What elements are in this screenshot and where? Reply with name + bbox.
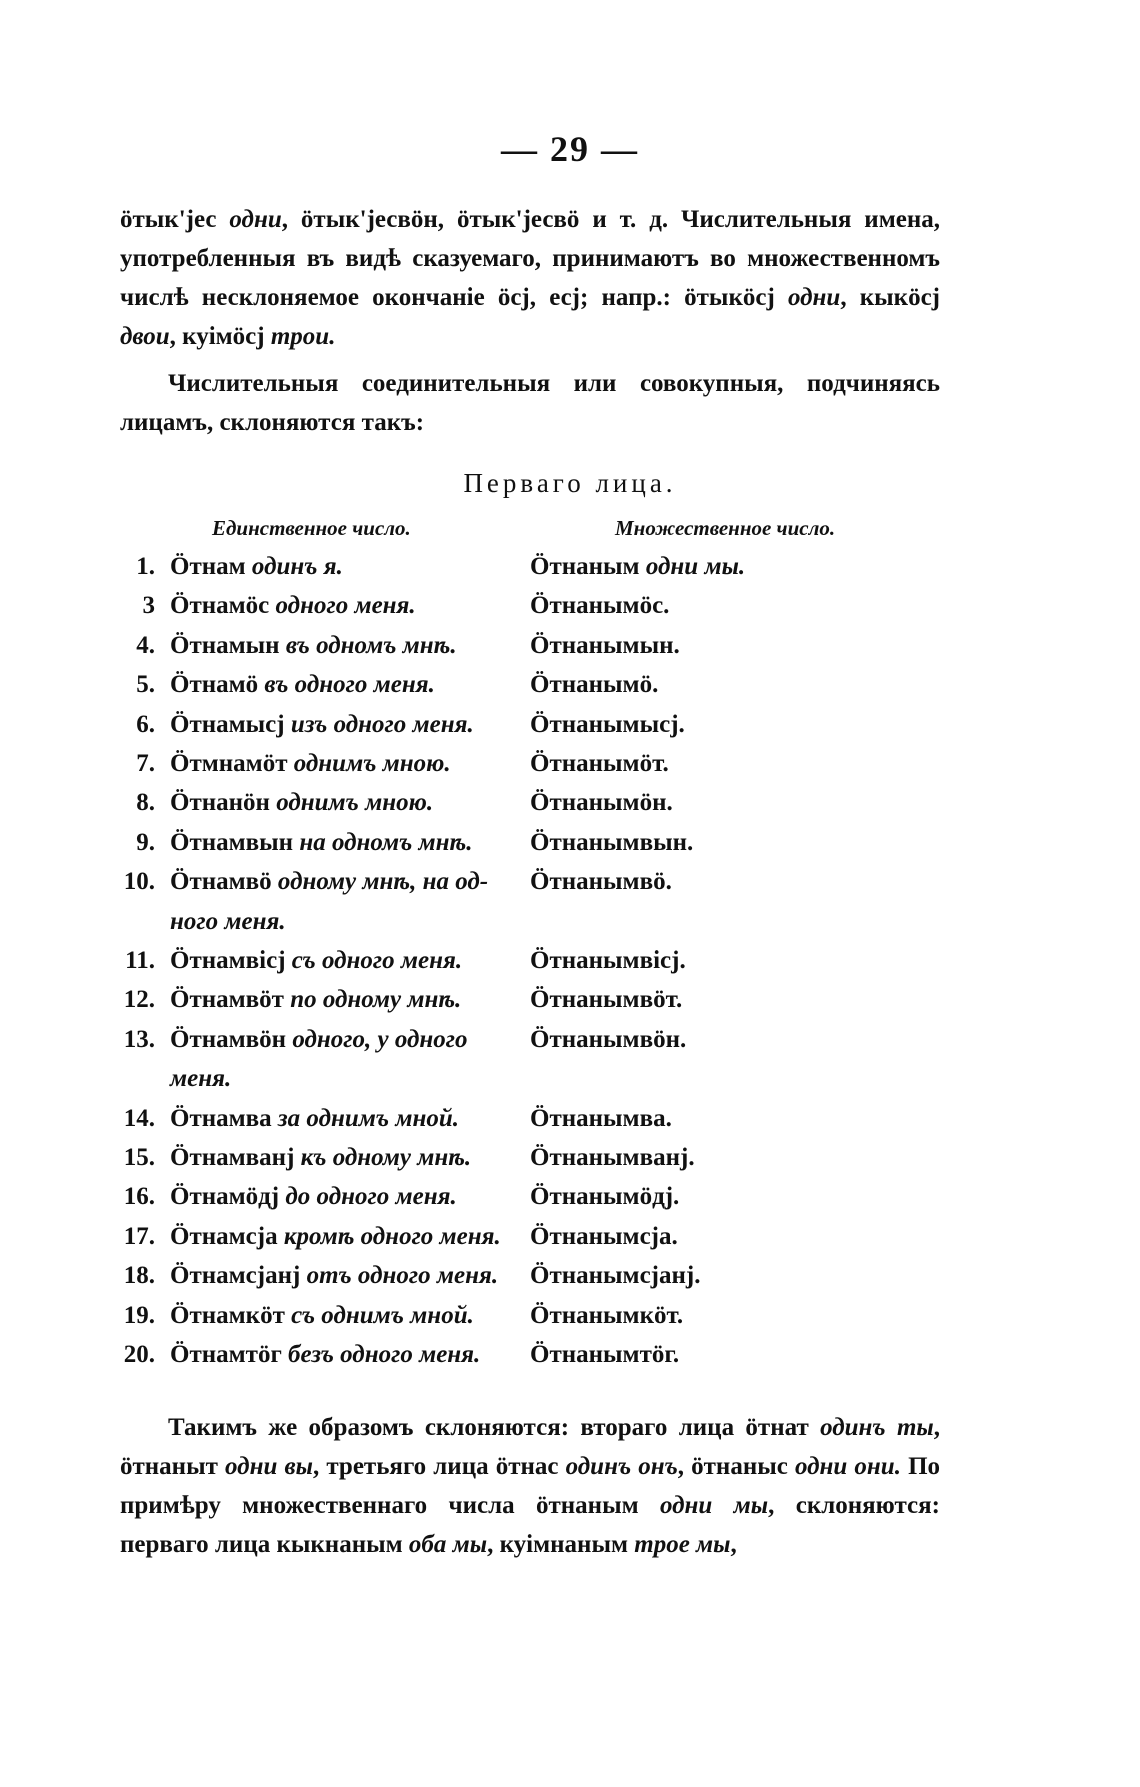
singular-form — [170, 553, 520, 581]
plural-form — [530, 1341, 910, 1369]
plural-form — [530, 750, 910, 778]
case-number: 6. — [136, 710, 155, 738]
table-row — [0, 868, 1140, 908]
text-run: одинъ ты — [820, 1414, 934, 1441]
plural-base: Ӧтнанымсја. — [530, 1222, 678, 1250]
plural-base: Ӧтнаным — [530, 553, 640, 580]
plural-form — [530, 1183, 910, 1211]
text-run: одни — [787, 284, 841, 311]
table-row — [0, 1065, 1140, 1105]
plural-form — [530, 1223, 910, 1251]
singular-gloss: однимъ мною. — [293, 750, 451, 777]
plural-base: Ӧтнанымӧ. — [530, 671, 659, 699]
singular-gloss: одному мнѣ, на од- — [277, 868, 489, 896]
plural-base: Ӧтнанымва. — [530, 1104, 672, 1132]
singular-form — [170, 1223, 520, 1251]
plural-form — [530, 671, 910, 699]
case-number: 9. — [136, 828, 155, 856]
plural-base: Ӧтнанымӧдј. — [530, 1183, 680, 1211]
singular-gloss: за однимъ мной. — [277, 1104, 459, 1132]
plural-base: Ӧтнанымвын. — [530, 828, 694, 856]
text-run: , куімнаным — [487, 1531, 635, 1558]
singular-form — [170, 1144, 520, 1172]
singular-base: Ӧтнамва — [170, 1104, 272, 1132]
text-run: , — [730, 1531, 737, 1558]
singular-base: Ӧтмнамӧт — [170, 750, 288, 777]
singular-base: Ӧтнамвӧт — [170, 986, 284, 1014]
table-row — [0, 1341, 1140, 1381]
singular-form — [170, 750, 520, 778]
plural-form — [530, 1262, 910, 1290]
text-run: , склоняются: перваго лица кыкнаным — [120, 1492, 940, 1558]
case-number: 11. — [125, 947, 155, 974]
table-row — [0, 750, 1140, 790]
case-number: 12. — [123, 986, 155, 1014]
case-number: 17. — [123, 1222, 155, 1250]
plural-base: Ӧтнанымвӧн. — [530, 1025, 687, 1053]
singular-gloss: по одному мнѣ. — [290, 986, 462, 1014]
plural-form — [530, 868, 910, 896]
text-run: , кыкӧсј — [840, 284, 940, 311]
plural-form — [530, 789, 910, 817]
plural-base: Ӧтнанымӧн. — [530, 789, 673, 817]
text-run: одни они. — [794, 1453, 901, 1480]
singular-gloss: съ однимъ мной. — [291, 1301, 474, 1329]
case-number: 5. — [136, 671, 155, 699]
plural-base: Ӧтнанымванј. — [530, 1144, 695, 1171]
singular-base: Ӧтнамӧ — [170, 671, 259, 699]
plural-base: Ӧтнанымвӧт. — [530, 986, 683, 1014]
case-number: 14. — [123, 1104, 155, 1132]
singular-form — [170, 908, 520, 936]
singular-base: Ӧтнамванј — [170, 1144, 295, 1171]
singular-form — [170, 1302, 520, 1330]
table-row — [0, 632, 1140, 672]
column-header-plural: Множественное число. — [615, 516, 836, 540]
text-run: , третьяго лица ӧтнас — [312, 1453, 566, 1480]
text-run: оба мы — [408, 1531, 488, 1558]
singular-form — [170, 829, 520, 857]
table-row — [0, 789, 1140, 829]
plural-form — [530, 986, 910, 1014]
singular-base: Ӧтнамвын — [170, 828, 294, 856]
plural-base: Ӧтнанымтӧг. — [530, 1341, 680, 1368]
singular-base: Ӧтнамӧдј — [170, 1183, 280, 1211]
plural-base: Ӧтнанымӧт. — [530, 750, 669, 777]
text-run: трои. — [270, 323, 336, 350]
case-number: 4. — [136, 631, 155, 659]
singular-base: Ӧтнамвісј — [170, 947, 286, 974]
singular-gloss: на одномъ мнѣ. — [299, 828, 473, 856]
text-run: одинъ онъ — [565, 1453, 678, 1480]
plural-form — [530, 829, 910, 857]
singular-form — [170, 1262, 520, 1290]
singular-form — [170, 671, 520, 699]
singular-form — [170, 592, 520, 620]
singular-form — [170, 1183, 520, 1211]
singular-form — [170, 986, 520, 1014]
singular-form — [170, 789, 520, 817]
singular-gloss: ного меня. — [170, 907, 286, 935]
singular-base: Ӧтнамысј — [170, 710, 285, 738]
section-heading: Перваго лица. — [463, 468, 677, 498]
page-number: — 29 — — [501, 129, 639, 169]
singular-gloss: въ одномъ мнѣ. — [285, 631, 457, 659]
singular-base: Ӧтнамвӧн — [170, 1025, 287, 1053]
singular-gloss: въ одного меня. — [264, 671, 435, 699]
plural-form — [530, 711, 910, 739]
singular-gloss: къ одному мнѣ. — [300, 1144, 472, 1171]
paragraph-collective-numerals: Числительныя соединительныя или совокупныя, подчиняясь лицамъ, склоняются такъ: — [120, 370, 940, 436]
singular-gloss: одного, у одного — [292, 1025, 468, 1053]
table-row — [0, 671, 1140, 711]
singular-form — [170, 632, 520, 660]
case-number: 8. — [136, 789, 155, 817]
plural-base: Ӧтнанымкӧт. — [530, 1301, 684, 1329]
text-run: , ӧтнаныс — [677, 1453, 795, 1480]
text-run: одни вы — [225, 1453, 313, 1480]
case-number: 15. — [123, 1144, 155, 1171]
case-number: 19. — [123, 1301, 155, 1329]
plural-form — [530, 947, 910, 975]
plural-form — [530, 592, 910, 620]
table-row — [0, 1144, 1140, 1184]
singular-gloss: одинъ я. — [251, 553, 343, 580]
singular-base: Ӧтнам — [170, 553, 246, 580]
plural-base: Ӧтнанымысј. — [530, 710, 685, 738]
plural-form — [530, 1144, 910, 1172]
case-number: 1. — [136, 553, 155, 580]
plural-form — [530, 1302, 910, 1330]
plural-base: Ӧтнанымын. — [530, 631, 680, 659]
singular-form — [170, 711, 520, 739]
plural-form — [530, 1026, 910, 1054]
singular-form — [170, 1026, 520, 1054]
singular-gloss: однимъ мною. — [276, 789, 434, 817]
text-run: Такимъ же образомъ склоняются: втораго лица ӧтнат — [168, 1414, 821, 1441]
plural-form — [530, 1105, 910, 1133]
singular-base: Ӧтнамвӧ — [170, 868, 272, 896]
text-run: ӧтык'јес — [120, 206, 230, 233]
table-row — [0, 829, 1140, 869]
singular-form — [170, 1105, 520, 1133]
text-run: двои — [120, 323, 170, 350]
case-number: 16. — [123, 1183, 155, 1211]
text-run: , куімӧсј — [169, 323, 271, 350]
table-row — [0, 1026, 1140, 1066]
case-number: 18. — [123, 1262, 155, 1290]
plural-base: Ӧтнанымвӧ. — [530, 868, 672, 896]
singular-base: Ӧтнамсјанј — [170, 1262, 301, 1290]
table-row — [0, 1302, 1140, 1342]
plural-gloss: одни мы. — [645, 553, 746, 580]
singular-form — [170, 947, 520, 975]
table-row — [0, 553, 1140, 593]
singular-gloss: изъ одного меня. — [290, 710, 474, 738]
text-run: одни — [229, 206, 282, 233]
singular-form — [170, 1341, 520, 1369]
table-row — [0, 1262, 1140, 1302]
column-header-singular: Единственное число. — [212, 516, 411, 540]
text-run: одни мы — [659, 1492, 769, 1519]
plural-form — [530, 553, 910, 581]
table-row — [0, 908, 1140, 948]
paragraph-numerals-predicate — [120, 200, 940, 356]
plural-base: Ӧтнанымсјанј. — [530, 1262, 701, 1290]
singular-base: Ӧтнамкӧт — [170, 1301, 285, 1329]
case-number: 20. — [123, 1341, 155, 1368]
singular-form — [170, 1065, 520, 1093]
singular-gloss: съ одного меня. — [291, 947, 463, 974]
plural-base: Ӧтнанымвісј. — [530, 947, 686, 974]
singular-gloss: отъ одного меня. — [306, 1262, 499, 1290]
singular-gloss: одного меня. — [275, 592, 416, 620]
table-row — [0, 1183, 1140, 1223]
plural-base: Ӧтнанымӧс. — [530, 592, 670, 620]
singular-base: Ӧтнамын — [170, 631, 280, 659]
singular-base: Ӧтнамтӧг — [170, 1341, 282, 1368]
plural-form — [530, 632, 910, 660]
singular-form — [170, 868, 520, 896]
table-row — [0, 711, 1140, 751]
paragraph-declension-note — [120, 1408, 940, 1564]
table-row — [0, 986, 1140, 1026]
case-number: 13. — [123, 1025, 155, 1053]
table-row — [0, 1105, 1140, 1145]
singular-gloss: меня. — [170, 1065, 232, 1093]
singular-base: Ӧтнамсја — [170, 1222, 278, 1250]
case-number: 3 — [142, 592, 155, 620]
singular-base: Ӧтнанӧн — [170, 789, 270, 817]
text-run: трое мы — [634, 1531, 731, 1558]
table-row — [0, 1223, 1140, 1263]
text-run: По примѣру множественнаго числа ӧтнаным — [120, 1453, 941, 1519]
text-run: , ӧтык'јесвӧн, ӧтык'јесвӧ и т. д. Числительныя имена, употребленныя въ видѣ сказуемаго, принимаютъ во множественномъ числѣ несклоняемое окончаніе ӧсј, есј; напр.: ӧтыкӧсј — [120, 206, 940, 311]
case-number: 7. — [136, 750, 155, 777]
text-run: , ӧтнаныт — [120, 1414, 940, 1480]
table-row — [0, 592, 1140, 632]
case-number: 10. — [123, 868, 155, 896]
singular-base: Ӧтнамӧс — [170, 592, 270, 620]
table-row — [0, 947, 1140, 987]
singular-gloss: до одного меня. — [285, 1183, 457, 1211]
singular-gloss: кромѣ одного меня. — [283, 1222, 501, 1250]
singular-gloss: безъ одного меня. — [288, 1341, 481, 1368]
